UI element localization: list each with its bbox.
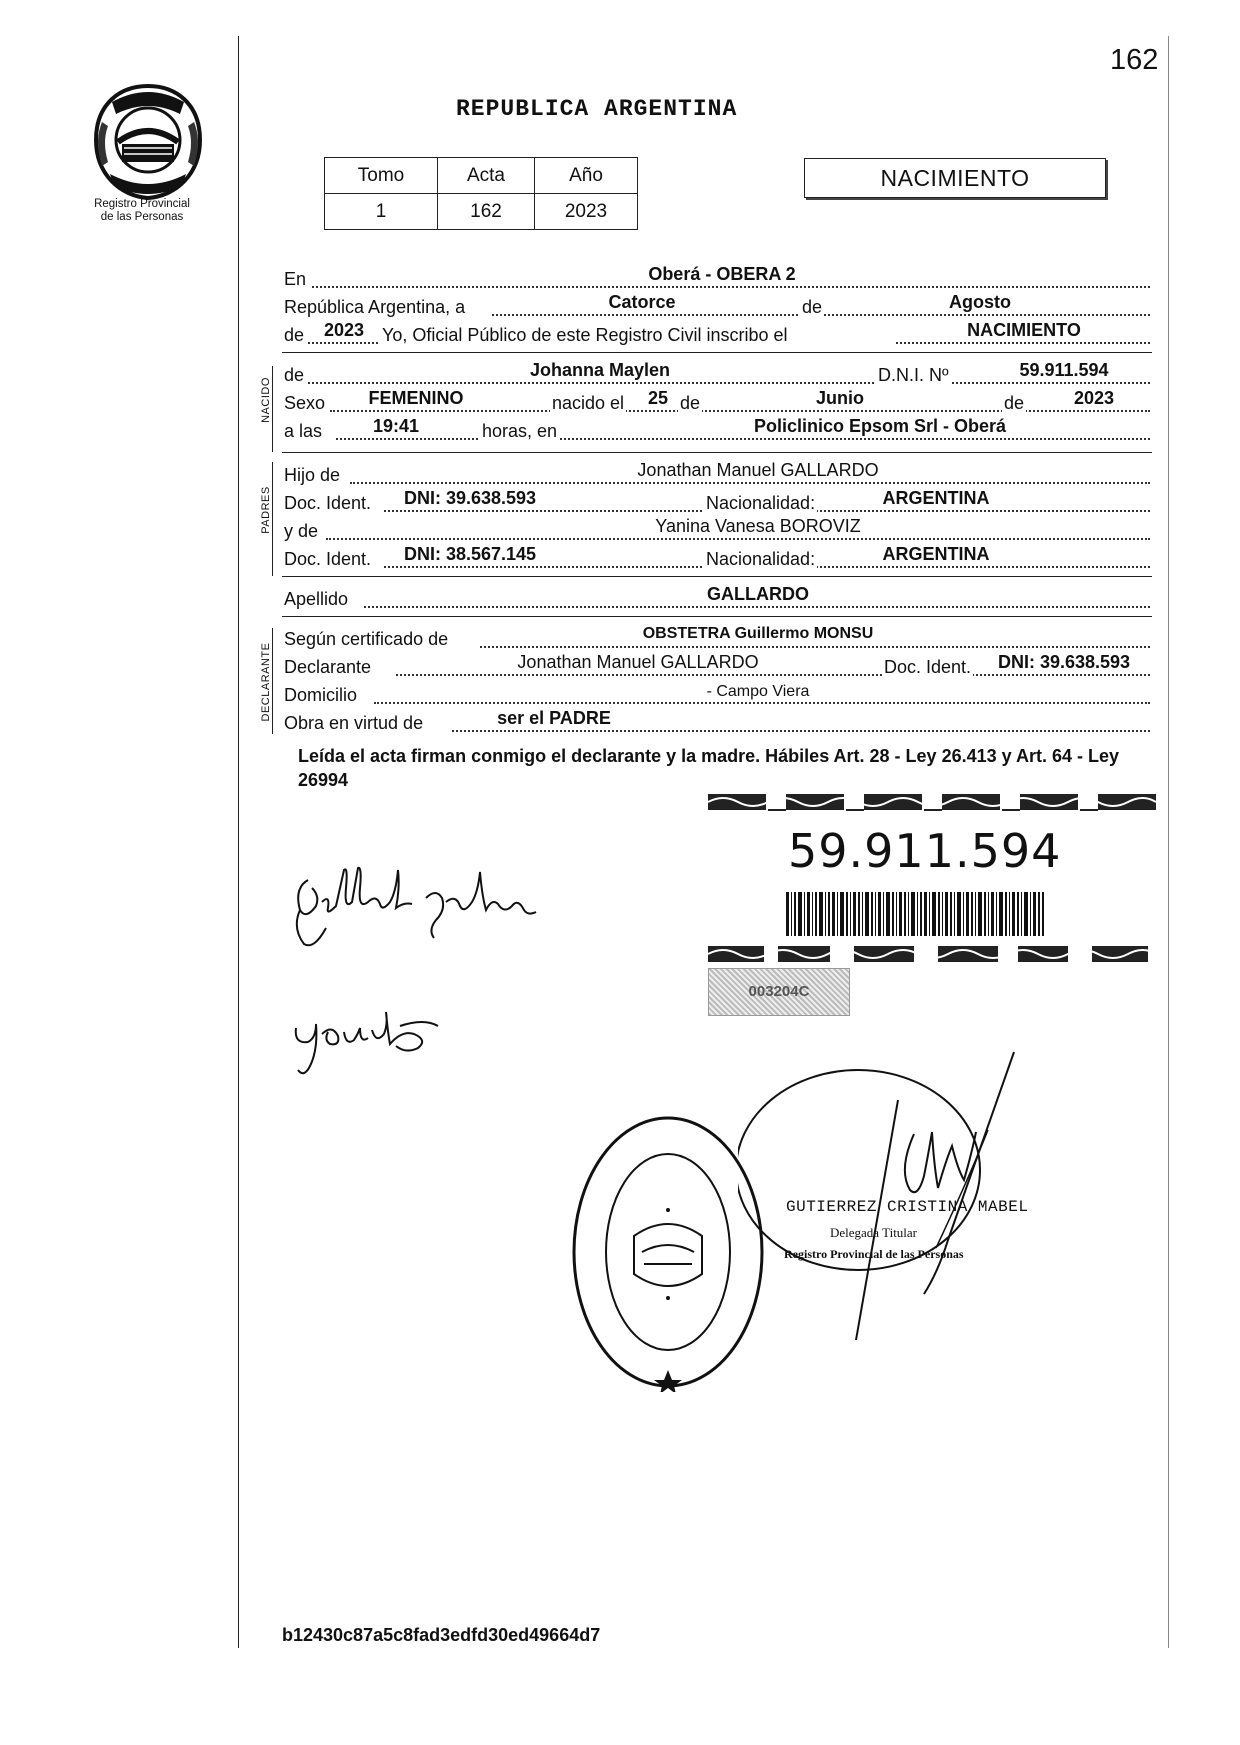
- domicilio-value: - Campo Viera: [706, 683, 810, 700]
- mother-nationality-label: Nacionalidad:: [706, 549, 816, 569]
- line-declarante: [284, 652, 1150, 680]
- inscribo-label: Yo, Oficial Público de este Registro Civil inscribo el: [382, 325, 788, 345]
- official-name: GUTIERREZ CRISTINA MABEL: [786, 1198, 1029, 1216]
- stamp-dni-number: 59.911.594: [788, 824, 1062, 878]
- logo-caption: [70, 198, 214, 224]
- line-y-de: [284, 516, 1150, 544]
- hijo-label: Hijo de: [284, 465, 341, 485]
- line-hora: [284, 416, 1150, 444]
- padres-side-label: PADRES: [260, 486, 272, 534]
- record-table-ano: 2023: [535, 194, 638, 230]
- father-doc: DNI: 39.638.593: [403, 488, 537, 508]
- father-name: Jonathan Manuel GALLARDO: [637, 460, 879, 480]
- mother-doc: DNI: 38.567.145: [403, 544, 537, 564]
- line-father-doc: [284, 488, 1150, 516]
- en-label: En: [284, 269, 307, 289]
- alas-label: a las: [284, 421, 323, 441]
- newborn-name: Johanna Maylen: [529, 360, 671, 380]
- newborn-dni: 59.911.594: [1019, 360, 1109, 380]
- record-table-header-ano: Año: [535, 158, 638, 194]
- nacido-el-label: nacido el: [552, 393, 625, 413]
- document-title: REPUBLICA ARGENTINA: [456, 96, 738, 122]
- nacido-de-label: de: [284, 365, 305, 385]
- line-republica: [284, 292, 1150, 320]
- declarante-doc: DNI: 39.638.593: [997, 652, 1131, 672]
- father-nationality-label: Nacionalidad:: [706, 493, 816, 513]
- separator-3: [282, 576, 1152, 577]
- document-hash: b12430c87a5c8fad3edfd30ed49664d7: [282, 1625, 601, 1645]
- father-signature-icon: [286, 858, 546, 958]
- domicilio-label: Domicilio: [284, 685, 358, 705]
- birth-day: 25: [647, 388, 669, 408]
- obra-label: Obra en virtud de: [284, 713, 424, 733]
- logo-caption-line2: de las Personas: [100, 211, 184, 223]
- nacido-side-label: NACIDO: [260, 377, 272, 423]
- record-table-header-tomo: Tomo: [325, 158, 438, 194]
- sexo-value: FEMENINO: [368, 388, 464, 408]
- line-hijo-de: [284, 460, 1150, 488]
- seal-bottom-text: [620, 1300, 720, 1310]
- logo-caption-line1: Registro Provincial: [94, 198, 190, 210]
- de-label: de: [802, 297, 823, 317]
- inscribo-value: NACIMIENTO: [967, 320, 1081, 340]
- closing-text: Leída el acta firman conmigo el declarante y la madre. Hábiles Art. 28 - Ley 26.413 y Art. 64 - Ley 26994: [298, 746, 1120, 790]
- official-role: Delegada Titular: [830, 1225, 918, 1240]
- father-nationality: ARGENTINA: [882, 488, 990, 508]
- stamp-code: 003204C: [708, 968, 850, 1016]
- father-doc-label: Doc. Ident.: [284, 493, 372, 513]
- line-nacido-de: [284, 360, 1150, 388]
- mother-signature-icon: [288, 1004, 458, 1084]
- nacido-rule: [272, 366, 273, 452]
- official-office: Registro Provincial de las Personas: [784, 1247, 964, 1261]
- document-type-box: NACIMIENTO: [804, 158, 1106, 198]
- line-en: [284, 264, 1150, 292]
- line-certificado: [284, 624, 1150, 652]
- en-value: Oberá - OBERA 2: [648, 264, 796, 284]
- nacido-de3-label: de: [1004, 393, 1025, 413]
- de2-label: de: [284, 325, 305, 345]
- birth-time: 19:41: [372, 416, 420, 436]
- dni-label: D.N.I. Nº: [878, 365, 949, 385]
- line-apellido: [284, 584, 1150, 612]
- horas-label: horas, en: [482, 421, 558, 441]
- security-pattern-top: [708, 792, 1156, 814]
- line-obra: [284, 708, 1150, 736]
- mother-doc-label: Doc. Ident.: [284, 549, 372, 569]
- republica-label: República Argentina, a: [284, 297, 466, 317]
- separator-1: [282, 352, 1152, 353]
- declarante-side-label: DECLARANTE: [260, 642, 272, 722]
- record-table: [324, 157, 638, 230]
- record-table-header-acta: Acta: [438, 158, 535, 194]
- declarante-doc-label: Doc. Ident.: [884, 657, 972, 677]
- birth-place: Policlinico Epsom Srl - Oberá: [753, 416, 1007, 436]
- line-inscribo: [284, 320, 1150, 348]
- record-table-acta: 162: [438, 194, 535, 230]
- padres-rule: [272, 462, 273, 576]
- certificado-value: OBSTETRA Guillermo MONSU: [642, 625, 874, 642]
- apellido-label: Apellido: [284, 589, 349, 609]
- seal-text: [596, 1112, 746, 1132]
- misiones-province-crest-icon: [88, 82, 208, 202]
- right-margin-rule: [1168, 36, 1169, 1648]
- mother-nationality: ARGENTINA: [882, 544, 990, 564]
- line-sexo: [284, 388, 1150, 416]
- declarante-value: Jonathan Manuel GALLARDO: [517, 652, 759, 672]
- year-value: 2023: [323, 320, 365, 340]
- security-pattern-bottom: [708, 944, 1156, 966]
- separator-2: [282, 452, 1152, 453]
- page-number: 162: [1110, 44, 1159, 76]
- declarante-label: Declarante: [284, 657, 372, 677]
- sexo-label: Sexo: [284, 393, 326, 413]
- birth-year: 2023: [1073, 388, 1115, 408]
- record-table-tomo: 1: [325, 194, 438, 230]
- birth-month: Junio: [816, 388, 864, 408]
- obra-value: ser el PADRE: [497, 708, 611, 728]
- month-value: Agosto: [949, 292, 1011, 312]
- nacido-de2-label: de: [680, 393, 701, 413]
- line-domicilio: [284, 680, 1150, 708]
- declarante-rule: [272, 628, 273, 734]
- mother-name: Yanina Vanesa BOROVIZ: [655, 516, 861, 536]
- yde-label: y de: [284, 521, 319, 541]
- left-margin-rule: [238, 36, 239, 1648]
- line-mother-doc: [284, 544, 1150, 572]
- apellido-value: GALLARDO: [707, 584, 809, 604]
- day-value: Catorce: [608, 292, 676, 312]
- barcode-icon: [786, 892, 1044, 936]
- certificado-label: Según certificado de: [284, 629, 449, 649]
- separator-4: [282, 616, 1152, 617]
